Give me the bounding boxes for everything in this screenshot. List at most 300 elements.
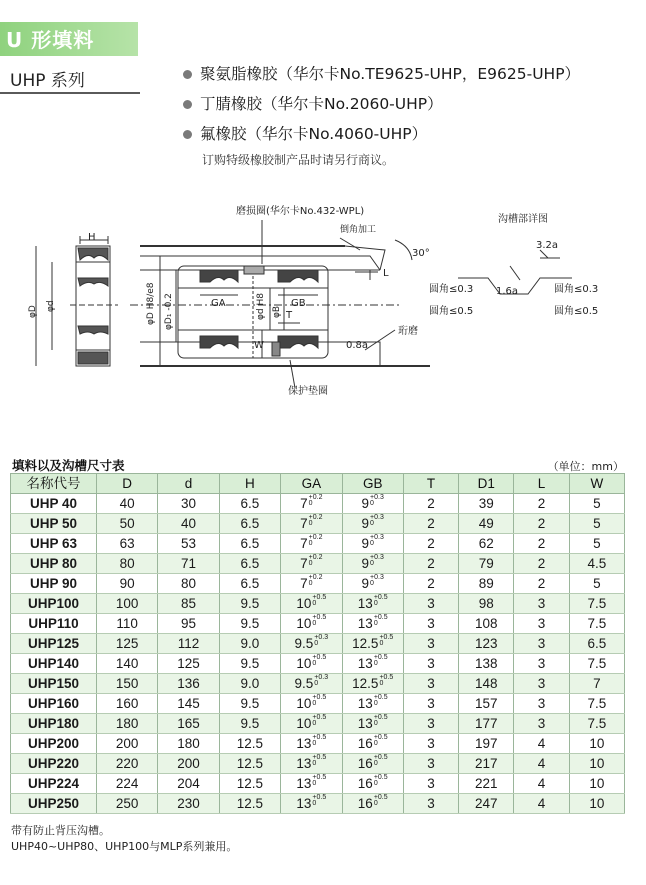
cell-code: UHP200 (11, 734, 97, 754)
cell-d1: 148 (459, 674, 514, 694)
tolerance-upper: +0.5 (312, 693, 327, 701)
tolerance-upper: +0.5 (312, 733, 327, 741)
cell-d-outer: 125 (96, 634, 157, 654)
cell-h: 6.5 (219, 494, 280, 514)
cell-t: 3 (403, 694, 458, 714)
tolerance-lower: 0 (308, 539, 313, 547)
cell-d-inner: 230 (158, 794, 219, 814)
cell-h: 9.5 (219, 694, 280, 714)
cell-gb-value: 9 (361, 515, 370, 531)
cell-gb-value: 12.5 (352, 635, 379, 651)
col-code: 名称代号 (11, 474, 97, 494)
table-row (11, 614, 625, 634)
tolerance-lower: 0 (312, 779, 317, 787)
cell-code: UHP180 (11, 714, 97, 734)
tolerance-lower: 0 (370, 499, 374, 507)
cell-l: 2 (514, 554, 569, 574)
cell-l: 2 (514, 574, 569, 594)
tolerance-upper: +0.2 (308, 493, 323, 501)
cell-d1: 89 (459, 574, 514, 594)
cell-code: UHP250 (11, 794, 97, 814)
cell-w: 5 (569, 534, 624, 554)
unit-label: （单位：mm） (547, 460, 624, 473)
roughness-mid: 1.6a (496, 286, 519, 297)
table-row (11, 494, 625, 514)
cell-d-inner: 125 (158, 654, 219, 674)
cell-code: UHP220 (11, 754, 97, 774)
tolerance (374, 655, 388, 667)
cell-l: 3 (514, 634, 569, 654)
cell-w: 4.5 (569, 554, 624, 574)
cell-gb (342, 634, 403, 654)
tolerance-upper: +0.3 (314, 633, 329, 641)
cell-d1: 157 (459, 694, 514, 714)
dim-od-h: φd H8 (256, 292, 266, 320)
cell-gb-value: 13 (357, 715, 373, 731)
cell-h: 6.5 (219, 554, 280, 574)
tolerance (370, 555, 384, 567)
series-underline (0, 92, 140, 94)
tolerance (374, 595, 388, 607)
cell-gb (342, 574, 403, 594)
tolerance-lower: 0 (312, 659, 317, 667)
cell-t: 2 (403, 574, 458, 594)
cell-d-inner: 85 (158, 594, 219, 614)
footnote: 带有防止背压沟槽。 (11, 824, 110, 837)
cell-h: 6.5 (219, 574, 280, 594)
cell-d-outer: 140 (96, 654, 157, 674)
cell-d-inner: 40 (158, 514, 219, 534)
cell-t: 3 (403, 734, 458, 754)
table-row (11, 514, 625, 534)
cell-d-inner: 112 (158, 634, 219, 654)
tolerance (312, 735, 326, 747)
cell-ga-value: 10 (296, 615, 312, 631)
cell-l: 3 (514, 654, 569, 674)
cell-w: 7 (569, 674, 624, 694)
cell-code: UHP 63 (11, 534, 97, 554)
roughness-top: 3.2a (536, 240, 559, 251)
seal-drawing (0, 190, 646, 440)
cell-t: 2 (403, 494, 458, 514)
tolerance-lower: 0 (379, 639, 384, 647)
tolerance (370, 535, 384, 547)
cell-h: 12.5 (219, 794, 280, 814)
cell-d-inner: 30 (158, 494, 219, 514)
groove-detail-title: 沟槽部详图 (498, 214, 548, 225)
cell-ga (281, 654, 342, 674)
cell-code: UHP150 (11, 674, 97, 694)
tolerance-lower: 0 (373, 799, 378, 807)
backup-ring-label: 保护垫圈 (288, 386, 328, 397)
cell-l: 3 (514, 594, 569, 614)
table-row (11, 554, 625, 574)
cell-d-inner: 95 (158, 614, 219, 634)
col-l: L (514, 474, 569, 494)
dim-ob: φB (272, 305, 282, 318)
cell-d-inner: 165 (158, 714, 219, 734)
tolerance (312, 695, 326, 707)
tolerance (374, 615, 388, 627)
cell-w: 6.5 (569, 634, 624, 654)
tolerance-upper: +0.5 (373, 793, 388, 801)
table-row (11, 734, 625, 754)
cell-code: UHP160 (11, 694, 97, 714)
cell-gb (342, 754, 403, 774)
tolerance-lower: 0 (370, 519, 374, 527)
tolerance-upper: +0.5 (373, 773, 388, 781)
cell-gb (342, 694, 403, 714)
cell-ga (281, 514, 342, 534)
cell-code: UHP 50 (11, 514, 97, 534)
dim-l: L (383, 268, 389, 279)
tolerance-upper: +0.5 (312, 653, 327, 661)
tolerance-lower: 0 (308, 519, 313, 527)
tolerance-lower: 0 (312, 799, 317, 807)
cell-h: 6.5 (219, 514, 280, 534)
tolerance (379, 635, 393, 647)
tolerance-lower: 0 (373, 699, 378, 707)
cell-t: 3 (403, 654, 458, 674)
angle-label: 30° (412, 248, 430, 259)
tolerance-upper: +0.5 (379, 673, 394, 681)
cell-gb (342, 554, 403, 574)
cell-t: 3 (403, 774, 458, 794)
radius-right-top: 圆角≤0.3 (554, 284, 599, 295)
cell-w: 5 (569, 494, 624, 514)
bullet-icon (183, 130, 192, 139)
cell-ga (281, 594, 342, 614)
cell-l: 4 (514, 754, 569, 774)
cell-h: 9.0 (219, 674, 280, 694)
wear-ring-label: 磨损圈(华尔卡No.432-WPL) (236, 206, 365, 217)
tolerance-upper: +0.3 (370, 493, 384, 501)
tolerance-lower: 0 (373, 599, 378, 607)
cell-d-outer: 50 (96, 514, 157, 534)
dim-ga: GA (211, 298, 226, 309)
cell-l: 4 (514, 774, 569, 794)
tolerance-upper: +0.5 (373, 693, 388, 701)
cell-ga (281, 674, 342, 694)
cell-d-inner: 80 (158, 574, 219, 594)
cell-h: 9.5 (219, 654, 280, 674)
cell-ga (281, 754, 342, 774)
cell-d-outer: 250 (96, 794, 157, 814)
tolerance-upper: +0.3 (314, 673, 329, 681)
cell-gb (342, 774, 403, 794)
cell-d-outer: 200 (96, 734, 157, 754)
cell-h: 12.5 (219, 754, 280, 774)
cell-d-outer: 224 (96, 774, 157, 794)
cell-ga-value: 7 (300, 575, 308, 591)
tolerance (312, 655, 326, 667)
cell-gb-value: 9 (361, 555, 370, 571)
col-t: T (403, 474, 458, 494)
cell-ga-value: 10 (296, 715, 312, 731)
cell-ga-value: 9.5 (294, 675, 314, 691)
col-d-inner: d (158, 474, 219, 494)
cell-d-outer: 90 (96, 574, 157, 594)
tolerance-lower: 0 (373, 739, 378, 747)
tolerance-lower: 0 (373, 659, 378, 667)
cell-ga-value: 7 (300, 515, 308, 531)
cell-t: 3 (403, 674, 458, 694)
cell-t: 3 (403, 594, 458, 614)
table-row (11, 774, 625, 794)
cell-t: 2 (403, 514, 458, 534)
tolerance-lower: 0 (373, 719, 378, 727)
cell-ga (281, 574, 342, 594)
radius-left-bottom: 圆角≤0.5 (429, 306, 474, 317)
cell-gb (342, 794, 403, 814)
seal-diagram (0, 190, 646, 440)
series-title: UHP 系列 (10, 71, 85, 91)
cell-ga (281, 774, 342, 794)
tolerance-lower: 0 (373, 779, 378, 787)
cell-gb-value: 9 (361, 575, 370, 591)
cell-h: 12.5 (219, 734, 280, 754)
cell-gb-value: 16 (357, 735, 373, 751)
cell-gb-value: 9 (361, 495, 370, 511)
cell-d1: 49 (459, 514, 514, 534)
grinding-label: 珩磨 (398, 326, 418, 337)
table-row (11, 754, 625, 774)
tolerance-upper: +0.5 (373, 753, 388, 761)
cell-ga (281, 714, 342, 734)
tolerance-lower: 0 (312, 699, 317, 707)
cell-ga (281, 554, 342, 574)
tolerance (370, 495, 384, 507)
cell-gb-value: 13 (357, 595, 373, 611)
cell-d1: 108 (459, 614, 514, 634)
cell-w: 10 (569, 754, 624, 774)
cell-ga (281, 614, 342, 634)
cell-l: 2 (514, 494, 569, 514)
cell-w: 10 (569, 774, 624, 794)
tolerance-lower: 0 (308, 559, 313, 567)
cell-ga-value: 7 (300, 535, 308, 551)
cell-d-outer: 180 (96, 714, 157, 734)
cell-gb-value: 13 (357, 655, 373, 671)
col-d-outer: D (96, 474, 157, 494)
cell-w: 5 (569, 574, 624, 594)
cell-l: 3 (514, 614, 569, 634)
table-row (11, 574, 625, 594)
cell-ga (281, 534, 342, 554)
cell-d1: 79 (459, 554, 514, 574)
bullet-icon (183, 100, 192, 109)
cell-gb-value: 13 (357, 615, 373, 631)
material-label: 聚氨脂橡胶（华尔卡No.TE9625-UHP，E9625-UHP） (200, 65, 581, 83)
tolerance-lower: 0 (312, 599, 317, 607)
material-item (183, 94, 580, 115)
tolerance (312, 615, 326, 627)
tolerance (314, 635, 328, 647)
tolerance-lower: 0 (312, 619, 317, 627)
cell-gb-value: 16 (357, 775, 373, 791)
cell-ga-value: 7 (300, 555, 308, 571)
tolerance-upper: +0.2 (308, 573, 323, 581)
cell-t: 2 (403, 534, 458, 554)
cell-l: 3 (514, 694, 569, 714)
cell-gb (342, 674, 403, 694)
tolerance-lower: 0 (308, 499, 313, 507)
tolerance (374, 775, 388, 787)
cell-t: 2 (403, 554, 458, 574)
bullet-icon (183, 70, 192, 79)
material-label: 丁腈橡胶（华尔卡No.2060-UHP） (200, 95, 443, 113)
tolerance-upper: +0.5 (312, 793, 327, 801)
tolerance-lower: 0 (314, 679, 319, 687)
tolerance (374, 715, 388, 727)
cell-d-inner: 71 (158, 554, 219, 574)
tolerance (374, 735, 388, 747)
cell-w: 7.5 (569, 714, 624, 734)
tolerance-upper: +0.5 (312, 593, 327, 601)
tolerance-upper: +0.3 (370, 533, 384, 541)
col-w: W (569, 474, 624, 494)
tolerance-lower: 0 (373, 619, 378, 627)
tolerance-upper: +0.5 (312, 713, 327, 721)
tolerance (370, 575, 384, 587)
table-row (11, 634, 625, 654)
cell-ga (281, 794, 342, 814)
cell-t: 3 (403, 754, 458, 774)
table-header-row (11, 474, 625, 494)
dim-w: W (254, 340, 264, 351)
cell-ga-value: 10 (296, 695, 312, 711)
tolerance-upper: +0.2 (308, 533, 323, 541)
cell-ga-value: 13 (296, 775, 312, 791)
cell-t: 3 (403, 714, 458, 734)
material-note: 订购特级橡胶制产品时请另行商议。 (202, 153, 395, 167)
tolerance-upper: +0.5 (379, 633, 394, 641)
cell-d1: 62 (459, 534, 514, 554)
cell-code: UHP 90 (11, 574, 97, 594)
page-title: U 形填料 (6, 28, 95, 52)
radius-right-bottom: 圆角≤0.5 (554, 306, 599, 317)
cell-w: 7.5 (569, 694, 624, 714)
table-row (11, 794, 625, 814)
tolerance (374, 695, 388, 707)
tolerance-lower: 0 (312, 719, 317, 727)
material-item (183, 64, 580, 85)
cell-d-inner: 180 (158, 734, 219, 754)
table-row (11, 674, 625, 694)
cell-d-outer: 150 (96, 674, 157, 694)
cell-t: 3 (403, 614, 458, 634)
tolerance-upper: +0.3 (370, 573, 384, 581)
tolerance (312, 795, 326, 807)
dimension-table (10, 473, 625, 814)
cell-l: 3 (514, 674, 569, 694)
tolerance-upper: +0.2 (308, 513, 323, 521)
cell-h: 6.5 (219, 534, 280, 554)
tolerance (379, 675, 393, 687)
cell-code: UHP110 (11, 614, 97, 634)
cell-w: 7.5 (569, 654, 624, 674)
cell-code: UHP140 (11, 654, 97, 674)
cell-w: 10 (569, 734, 624, 754)
col-ga: GA (281, 474, 342, 494)
cell-code: UHP224 (11, 774, 97, 794)
cell-ga (281, 734, 342, 754)
cell-w: 5 (569, 514, 624, 534)
cell-code: UHP 40 (11, 494, 97, 514)
tolerance-lower: 0 (314, 639, 319, 647)
cell-l: 3 (514, 714, 569, 734)
tolerance (309, 535, 323, 547)
cell-w: 7.5 (569, 594, 624, 614)
cell-d-outer: 220 (96, 754, 157, 774)
tolerance (309, 575, 323, 587)
tolerance-lower: 0 (312, 739, 317, 747)
dim-t: T (286, 310, 293, 321)
cell-d1: 177 (459, 714, 514, 734)
chamfer-note: 倒角加工 (340, 225, 377, 235)
cell-gb (342, 734, 403, 754)
tolerance-lower: 0 (308, 579, 313, 587)
cell-gb (342, 514, 403, 534)
tolerance-upper: +0.5 (312, 753, 327, 761)
cell-gb-value: 16 (357, 795, 373, 811)
tolerance (374, 755, 388, 767)
cell-gb (342, 614, 403, 634)
tolerance-lower: 0 (370, 579, 374, 587)
cell-ga (281, 494, 342, 514)
tolerance-upper: +0.5 (373, 733, 388, 741)
cell-gb (342, 714, 403, 734)
cell-d1: 247 (459, 794, 514, 814)
cell-w: 10 (569, 794, 624, 814)
cell-d-outer: 100 (96, 594, 157, 614)
cell-l: 4 (514, 734, 569, 754)
table-row (11, 534, 625, 554)
cell-code: UHP125 (11, 634, 97, 654)
cell-code: UHP100 (11, 594, 97, 614)
cell-h: 9.5 (219, 614, 280, 634)
tolerance-upper: +0.3 (370, 513, 384, 521)
cell-d1: 138 (459, 654, 514, 674)
cell-ga-value: 10 (296, 655, 312, 671)
cell-w: 7.5 (569, 614, 624, 634)
tolerance-lower: 0 (370, 559, 374, 567)
tolerance (374, 795, 388, 807)
cell-d1: 217 (459, 754, 514, 774)
dim-d1: φD₁ -0.2 (164, 293, 174, 330)
cell-gb (342, 534, 403, 554)
tolerance-lower: 0 (370, 539, 374, 547)
cell-ga-value: 7 (300, 495, 308, 511)
material-label: 氟橡胶（华尔卡No.4060-UHP） (200, 125, 428, 143)
dim-gb: GB (291, 298, 306, 309)
cell-d-outer: 160 (96, 694, 157, 714)
cell-gb-value: 13 (357, 695, 373, 711)
cell-ga-value: 13 (296, 735, 312, 751)
cell-h: 9.5 (219, 714, 280, 734)
cell-code: UHP 80 (11, 554, 97, 574)
col-h: H (219, 474, 280, 494)
table-row (11, 594, 625, 614)
tolerance-lower: 0 (373, 759, 378, 767)
table-title: 填料以及沟槽尺寸表 (12, 458, 125, 473)
tolerance (309, 555, 323, 567)
radius-left-top: 圆角≤0.3 (429, 284, 474, 295)
table-row (11, 654, 625, 674)
tolerance (309, 515, 323, 527)
table-row (11, 694, 625, 714)
material-item (183, 124, 580, 145)
